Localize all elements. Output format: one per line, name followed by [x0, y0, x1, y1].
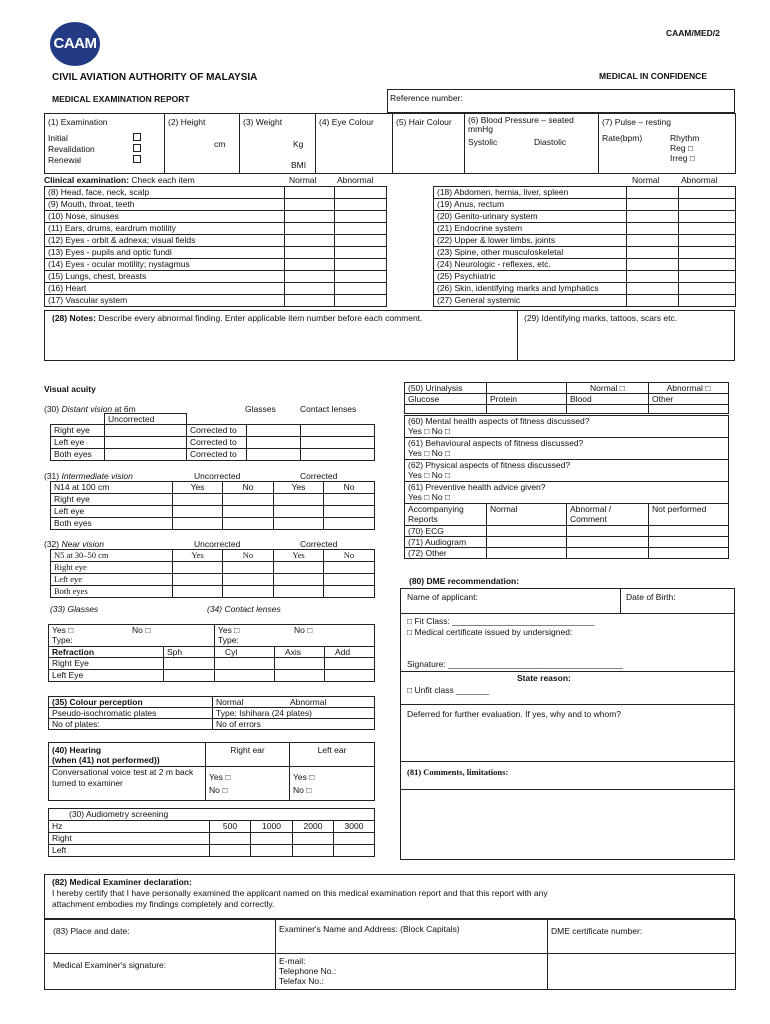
bp-cell[interactable]	[465, 114, 599, 174]
clinical-table	[44, 186, 736, 307]
confidential-label: MEDICAL IN CONFIDENCE	[599, 71, 707, 81]
ecg-label: (70) ECG	[405, 526, 487, 537]
discussion-table	[404, 415, 729, 504]
dv-both-contact[interactable]	[301, 449, 375, 461]
distant-vision-word: vision	[87, 404, 113, 414]
weight-cell[interactable]	[240, 114, 316, 174]
clinical-abnormal-left[interactable]	[335, 271, 387, 283]
contact-yes-no-cell	[215, 625, 375, 647]
telefax-label: Telefax No.:	[279, 976, 324, 987]
clinical-item-right: (24) Neurologic - reflexes, etc.	[434, 259, 627, 271]
colour-normal[interactable]: Normal	[216, 697, 244, 707]
dme-signature[interactable]: Signature: _____________________________________	[407, 659, 624, 669]
signature-table	[44, 919, 736, 990]
pseudo-label: Pseudo-isochromatic plates	[49, 708, 213, 719]
near-label	[44, 539, 104, 549]
dv-both-corrected-to: Corrected to	[187, 449, 247, 461]
height-cell[interactable]	[165, 114, 240, 174]
dv-left-corrected-to: Corrected to	[187, 437, 247, 449]
height-unit: cm	[214, 139, 226, 150]
bp-label: (6) Blood Pressure – seated mmHg	[468, 115, 574, 135]
q61-yes-no[interactable]: Yes □ No □	[408, 448, 451, 459]
clinical-normal-right[interactable]	[627, 211, 679, 223]
examiner-name-label: Examiner's Name and Address: (Block Capitals)	[279, 924, 460, 934]
clinical-item-right: (20) Genito-urinary system	[434, 211, 627, 223]
clinical-item-left: (9) Mouth, throat, teeth	[45, 199, 285, 211]
clinical-item-right: (18) Abdomen, hernia, liver, spleen	[434, 187, 627, 199]
notes-divider	[517, 310, 518, 361]
distant-num: (30)	[44, 404, 62, 414]
clinical-abnormal-left[interactable]	[335, 211, 387, 223]
form-code: CAAM/MED/2	[666, 28, 720, 38]
unfit-class-option[interactable]: □ Unfit class _______	[407, 685, 490, 695]
blank-cell[interactable]	[548, 954, 736, 990]
state-reason-label: State reason:	[517, 673, 571, 683]
examiner-signature-label: Medical Examiner's signature:	[53, 960, 167, 970]
dv-left-contact[interactable]	[301, 437, 375, 449]
nv-cor-no[interactable]: No	[324, 550, 375, 562]
clinical-item-left: (8) Head, face, neck, scalp	[45, 187, 285, 199]
clinical-spacer	[387, 247, 434, 259]
nv-corrected-header: Corrected	[300, 539, 338, 549]
reference-label: Reference number:	[390, 93, 463, 103]
intermediate-word: Intermediate vision	[61, 471, 133, 481]
clinical-normal-right[interactable]	[627, 259, 679, 271]
bmi-label: BMI	[291, 160, 307, 171]
place-date-label: (83) Place and date:	[53, 926, 130, 936]
reports-not-performed: Not performed	[649, 504, 729, 526]
nv-right-eye: Right eye	[51, 562, 173, 574]
clinical-normal-right[interactable]	[627, 271, 679, 283]
nv-cor-yes[interactable]: Yes	[274, 550, 324, 562]
clinical-normal-left[interactable]	[285, 223, 335, 235]
dme-cert-label: DME certificate number:	[551, 926, 643, 936]
left-ear-no[interactable]: No □	[293, 785, 312, 796]
contact-no[interactable]: No □	[294, 625, 313, 635]
clinical-normal-right[interactable]	[627, 235, 679, 247]
accompanying-label: Accompanying Reports	[405, 504, 487, 526]
glasses-section-label: (33) Glasses	[50, 604, 99, 614]
authority-title: CIVIL AVIATION AUTHORITY OF MALAYSIA	[52, 72, 258, 83]
clinical-item-left: (15) Lungs, chest, breasts	[45, 271, 285, 283]
clinical-abnormal-left[interactable]	[335, 235, 387, 247]
audiogram-label: (71) Audiogram	[405, 537, 487, 548]
clinical-item-right: (19) Anus, rectum	[434, 199, 627, 211]
iv-left-eye: Left eye	[51, 506, 173, 518]
clinical-heading	[44, 175, 195, 185]
reports-abnormal: Abnormal / Comment	[567, 504, 649, 526]
clinical-spacer	[387, 211, 434, 223]
q61b-label: (61) Preventive health advice given?	[408, 482, 546, 492]
hearing-title: (40) Hearing	[52, 745, 102, 755]
clinical-abnormal-left[interactable]	[335, 295, 387, 307]
reports-normal: Normal	[487, 504, 567, 526]
clinical-abnormal-left[interactable]	[335, 223, 387, 235]
other-report-label: (72) Other	[405, 548, 487, 559]
examiner-name-cell[interactable]	[276, 920, 548, 954]
eye-colour-label: (4) Eye Colour	[319, 117, 374, 127]
deferred-label[interactable]: Deferred for further evaluation. If yes, why and to whom?	[407, 709, 622, 719]
normal-header-right: Normal	[632, 175, 660, 185]
nv-unc-no[interactable]: No	[223, 550, 274, 562]
plates-label: No of plates:	[49, 719, 213, 730]
dme-line4	[400, 761, 735, 762]
dv-uncorrected: Uncorrected	[105, 414, 187, 425]
signature-cell[interactable]	[45, 954, 276, 990]
clinical-abnormal-right[interactable]	[679, 223, 736, 235]
iv-cor-no[interactable]: No	[324, 482, 375, 494]
right-ear-no[interactable]: No □	[209, 785, 228, 796]
clinical-spacer	[387, 259, 434, 271]
initial-label: Initial	[48, 133, 68, 144]
normal-header-left: Normal	[289, 175, 317, 185]
reg-option[interactable]: Reg □	[670, 143, 694, 154]
clinical-heading-bold: Clinical examination:	[44, 175, 130, 185]
iv-cor-yes[interactable]: Yes	[274, 482, 324, 494]
colour-abnormal[interactable]: Abnormal	[290, 697, 327, 707]
nv-n5: N5 at 30–50 cm	[51, 550, 173, 562]
clinical-normal-left[interactable]	[285, 271, 335, 283]
declaration-title: (82) Medical Examiner declaration:	[52, 877, 192, 887]
pulse-cell[interactable]	[599, 114, 736, 174]
dv-both-glasses[interactable]	[247, 449, 301, 461]
hair-colour-label: (5) Hair Colour	[396, 117, 452, 127]
clinical-normal-right[interactable]	[627, 283, 679, 295]
clinical-abnormal-right[interactable]	[679, 235, 736, 247]
clinical-spacer	[387, 235, 434, 247]
q60-yes-no[interactable]: Yes □ No □	[408, 426, 451, 437]
audiometry-right: Right	[49, 833, 210, 845]
contact-yes[interactable]: Yes □	[218, 625, 240, 635]
clinical-spacer	[387, 271, 434, 283]
blood-label: Blood	[567, 394, 649, 405]
diastolic-label: Diastolic	[534, 136, 567, 147]
near-word: Near vision	[61, 539, 105, 549]
left-ear-yes[interactable]: Yes □	[293, 772, 315, 782]
certificate-option[interactable]: □ Medical certificate issued by undersigned:	[407, 627, 573, 637]
hearing-title-cell	[49, 743, 206, 767]
near-vision-table	[50, 549, 375, 598]
intermediate-vision-table	[50, 481, 375, 530]
clinical-spacer	[387, 187, 434, 199]
revalidation-checkbox[interactable]	[133, 144, 141, 152]
iv-corrected-header: Corrected	[300, 471, 338, 481]
email-label: E-mail:	[279, 956, 306, 966]
frequency-header: 2000	[293, 821, 334, 833]
systolic-label: Systolic	[468, 136, 498, 147]
hearing-table	[48, 742, 375, 801]
declaration-text1: I hereby certify that I have personally examined the applicant named on this medical examination report and that this report with any	[52, 888, 548, 898]
clinical-item-right: (23) Spine, other musculoskeletal	[434, 247, 627, 259]
declaration-text2: attachment embodies my findings completely and correctly.	[52, 899, 275, 909]
weight-unit: Kg	[293, 139, 304, 150]
clinical-item-left: (11) Ears, drums, eardrum motility	[45, 223, 285, 235]
q60-cell	[405, 416, 729, 438]
clinical-normal-right[interactable]	[627, 187, 679, 199]
comments-box[interactable]	[400, 789, 735, 860]
clinical-abnormal-left[interactable]	[335, 259, 387, 271]
voice-test-label: Conversational voice test at 2 m back turned to examiner	[49, 767, 206, 801]
clinical-normal-right[interactable]	[627, 295, 679, 307]
q61b-cell	[405, 482, 729, 504]
hearing-subtitle: (when (41) not performed))	[52, 755, 160, 766]
eye-colour-cell[interactable]	[316, 114, 393, 174]
visual-acuity-title: Visual acuity	[44, 384, 96, 394]
hair-colour-cell[interactable]	[393, 114, 465, 174]
glasses-yes-no-cell	[49, 625, 215, 647]
dv-left-glasses[interactable]	[247, 437, 301, 449]
rate-label: Rate(bpm)	[602, 133, 643, 144]
dv-right-glasses[interactable]	[247, 425, 301, 437]
frequency-header: 500	[210, 821, 251, 833]
other-label: Other	[649, 394, 729, 405]
clinical-normal-left[interactable]	[285, 295, 335, 307]
q61b-yes-no[interactable]: Yes □ No □	[408, 492, 451, 503]
dv-right-contact[interactable]	[301, 425, 375, 437]
refraction-left-eye: Left Eye	[49, 670, 164, 682]
dme-line2	[400, 671, 735, 672]
iv-right-eye: Right eye	[51, 494, 173, 506]
clinical-abnormal-left[interactable]	[335, 283, 387, 295]
dme-vline	[620, 588, 621, 613]
glasses-yes[interactable]: Yes □	[52, 625, 74, 635]
add-header: Add	[325, 647, 375, 658]
colour-table	[48, 696, 375, 730]
nv-unc-yes[interactable]: Yes	[173, 550, 223, 562]
audiometry-title: (30) Audiometry screening	[49, 809, 375, 821]
left-ear-header: Left ear	[290, 743, 375, 767]
clinical-item-right: (25) Psychiatric	[434, 271, 627, 283]
clinical-normal-right[interactable]	[627, 199, 679, 211]
clinical-item-left: (14) Eyes - ocular motility; nystagmus	[45, 259, 285, 271]
clinical-spacer	[387, 295, 434, 307]
distant-distance: at 6m	[112, 404, 136, 414]
errors-label: No of errors	[213, 719, 375, 730]
pulse-label: (7) Pulse – resting	[602, 117, 671, 127]
glasses-no[interactable]: No □	[132, 625, 151, 635]
clinical-spacer	[387, 199, 434, 211]
audiometry-table	[48, 808, 375, 857]
axis-header: Axis	[275, 647, 325, 658]
q60-label: (60) Mental health aspects of fitness discussed?	[408, 416, 590, 426]
clinical-normal-left[interactable]	[285, 283, 335, 295]
q62-yes-no[interactable]: Yes □ No □	[408, 470, 451, 481]
clinical-item-left: (13) Eyes - pupils and optic fundi	[45, 247, 285, 259]
clinical-abnormal-right[interactable]	[679, 199, 736, 211]
dob-label[interactable]: Date of Birth:	[626, 592, 676, 602]
clinical-normal-right[interactable]	[627, 223, 679, 235]
clinical-normal-left[interactable]	[285, 199, 335, 211]
clinical-normal-left[interactable]	[285, 235, 335, 247]
reports-table	[404, 503, 729, 559]
weight-label: (3) Weight	[243, 117, 283, 127]
glasses-label: Glasses	[245, 404, 276, 414]
clinical-normal-left[interactable]	[285, 259, 335, 271]
clinical-abnormal-left[interactable]	[335, 199, 387, 211]
clinical-abnormal-left[interactable]	[335, 247, 387, 259]
renewal-label: Renewal	[48, 155, 82, 166]
clinical-abnormal-right[interactable]	[679, 211, 736, 223]
clinical-abnormal-right[interactable]	[679, 271, 736, 283]
abnormal-header-left: Abnormal	[337, 175, 374, 185]
clinical-spacer	[387, 223, 434, 235]
clinical-abnormal-right[interactable]	[679, 259, 736, 271]
frequency-header: 1000	[251, 821, 293, 833]
clinical-abnormal-left[interactable]	[335, 187, 387, 199]
clinical-item-right: (22) Upper & lower limbs, joints	[434, 235, 627, 247]
clinical-abnormal-right[interactable]	[679, 247, 736, 259]
clinical-abnormal-right[interactable]	[679, 187, 736, 199]
q61-label: (61) Behavioural aspects of fitness discussed?	[408, 438, 584, 448]
intermediate-num: (31)	[44, 471, 62, 481]
notes-label	[52, 313, 422, 323]
dv-both-eyes: Both eyes	[51, 449, 105, 461]
clinical-item-right: (26) Skin, identifying marks and lymphatics	[434, 283, 627, 295]
abnormal-header-right: Abnormal	[681, 175, 718, 185]
applicant-name-label[interactable]: Name of applicant:	[407, 592, 478, 602]
clinical-abnormal-right[interactable]	[679, 283, 736, 295]
contact-section-label: (34) Contact lenses	[207, 604, 281, 614]
dme-line3	[400, 704, 735, 705]
right-ear-yes[interactable]: Yes □	[209, 772, 231, 782]
frequency-header: 3000	[334, 821, 375, 833]
urinalysis-abnormal[interactable]: Abnormal □	[649, 383, 729, 394]
clinical-normal-left[interactable]	[285, 211, 335, 223]
refraction-header: Refraction	[49, 647, 164, 658]
right-ear-answers	[206, 767, 290, 801]
place-date-cell[interactable]	[45, 920, 276, 954]
caam-logo: CAAM	[50, 22, 100, 66]
dv-both-uncorrected[interactable]	[105, 449, 187, 461]
clinical-item-left: (12) Eyes - orbit & adnexa; visual fields	[45, 235, 285, 247]
iv-unc-no[interactable]: No	[223, 482, 274, 494]
clinical-heading-rest: Check each item	[129, 175, 195, 185]
q61-cell	[405, 438, 729, 460]
dv-right-corrected-to: Corrected to	[187, 425, 247, 437]
section1-table	[44, 113, 736, 174]
nv-left-eye: Left eye	[51, 574, 173, 586]
q62-label: (62) Physical aspects of fitness discussed?	[408, 460, 571, 470]
notes-label-rest: Describe every abnormal finding. Enter applicable item number before each comment.	[95, 313, 423, 323]
telephone-label: Telephone No.:	[279, 966, 337, 977]
marks-label: (29) Identifying marks, tattoos, scars etc.	[524, 313, 678, 323]
clinical-item-left: (16) Heart	[45, 283, 285, 295]
refraction-right-eye: Right Eye	[49, 658, 164, 670]
renewal-checkbox[interactable]	[133, 155, 141, 163]
dv-blank	[51, 414, 105, 425]
distant-vision-table	[50, 413, 375, 461]
examination-cell	[45, 114, 165, 174]
colour-normal-abnormal	[213, 697, 375, 708]
contact-cell[interactable]	[276, 954, 548, 990]
dme-cert-cell[interactable]	[548, 920, 736, 954]
ishihara-type: Type: Ishihara (24 plates)	[213, 708, 375, 719]
initial-checkbox[interactable]	[133, 133, 141, 141]
iv-both-eyes: Both eyes	[51, 518, 173, 530]
intermediate-label	[44, 471, 133, 481]
clinical-normal-right[interactable]	[627, 247, 679, 259]
glucose-label: Glucose	[405, 394, 487, 405]
sph-header: Sph	[164, 647, 215, 658]
dv-right-uncorrected[interactable]	[105, 425, 187, 437]
report-title: MEDICAL EXAMINATION REPORT	[52, 94, 190, 104]
urinalysis-title: (50) Urinalysis	[405, 383, 487, 394]
left-ear-answers	[290, 767, 375, 801]
comments-label[interactable]: (81) Comments, limitations:	[407, 767, 509, 777]
urinalysis-table	[404, 382, 729, 414]
urinalysis-normal[interactable]: Normal □	[567, 383, 649, 394]
cyl-header: Cyl	[215, 647, 275, 658]
iv-n14: N14 at 100 cm	[51, 482, 173, 494]
notes-label-bold: (28) Notes:	[52, 313, 96, 323]
dme-line1	[400, 613, 735, 614]
clinical-item-right: (27) General systemic	[434, 295, 627, 307]
clinical-item-left: (17) Vascular system	[45, 295, 285, 307]
examination-label: (1) Examination	[48, 117, 108, 127]
near-num: (32)	[44, 539, 62, 549]
clinical-item-left: (10) Nose, sinuses	[45, 211, 285, 223]
refraction-table	[48, 624, 375, 682]
nv-uncorrected-header: Uncorrected	[194, 539, 241, 549]
q62-cell	[405, 460, 729, 482]
irreg-option[interactable]: Irreg □	[670, 153, 695, 164]
distant-word: Distant	[61, 404, 88, 414]
hz-label: Hz	[49, 821, 210, 833]
right-ear-header: Right ear	[206, 743, 290, 767]
clinical-normal-left[interactable]	[285, 187, 335, 199]
contact-type: Type:	[218, 635, 239, 646]
revalidation-label: Revalidation	[48, 144, 95, 155]
dv-left-eye: Left eye	[51, 437, 105, 449]
clinical-item-right: (21) Endocrine system	[434, 223, 627, 235]
clinical-spacer	[387, 283, 434, 295]
glasses-type: Type:	[52, 635, 73, 646]
dv-right-eye: Right eye	[51, 425, 105, 437]
clinical-normal-left[interactable]	[285, 247, 335, 259]
colour-title: (35) Colour perception	[49, 697, 213, 708]
iv-uncorrected-header: Uncorrected	[194, 471, 241, 481]
contact-lenses-label: Contact lenses	[300, 404, 357, 414]
dme-title: (80) DME recommendation:	[409, 576, 520, 586]
dv-left-uncorrected[interactable]	[105, 437, 187, 449]
audiometry-left: Left	[49, 845, 210, 857]
clinical-abnormal-right[interactable]	[679, 295, 736, 307]
height-label: (2) Height	[168, 117, 206, 127]
fit-class-option[interactable]: □ Fit Class: ______________________________	[407, 616, 595, 626]
protein-label: Protein	[487, 394, 567, 405]
rhythm-label: Rhythm	[670, 133, 700, 144]
nv-both-eyes: Both eyes	[51, 586, 173, 598]
iv-unc-yes[interactable]: Yes	[173, 482, 223, 494]
